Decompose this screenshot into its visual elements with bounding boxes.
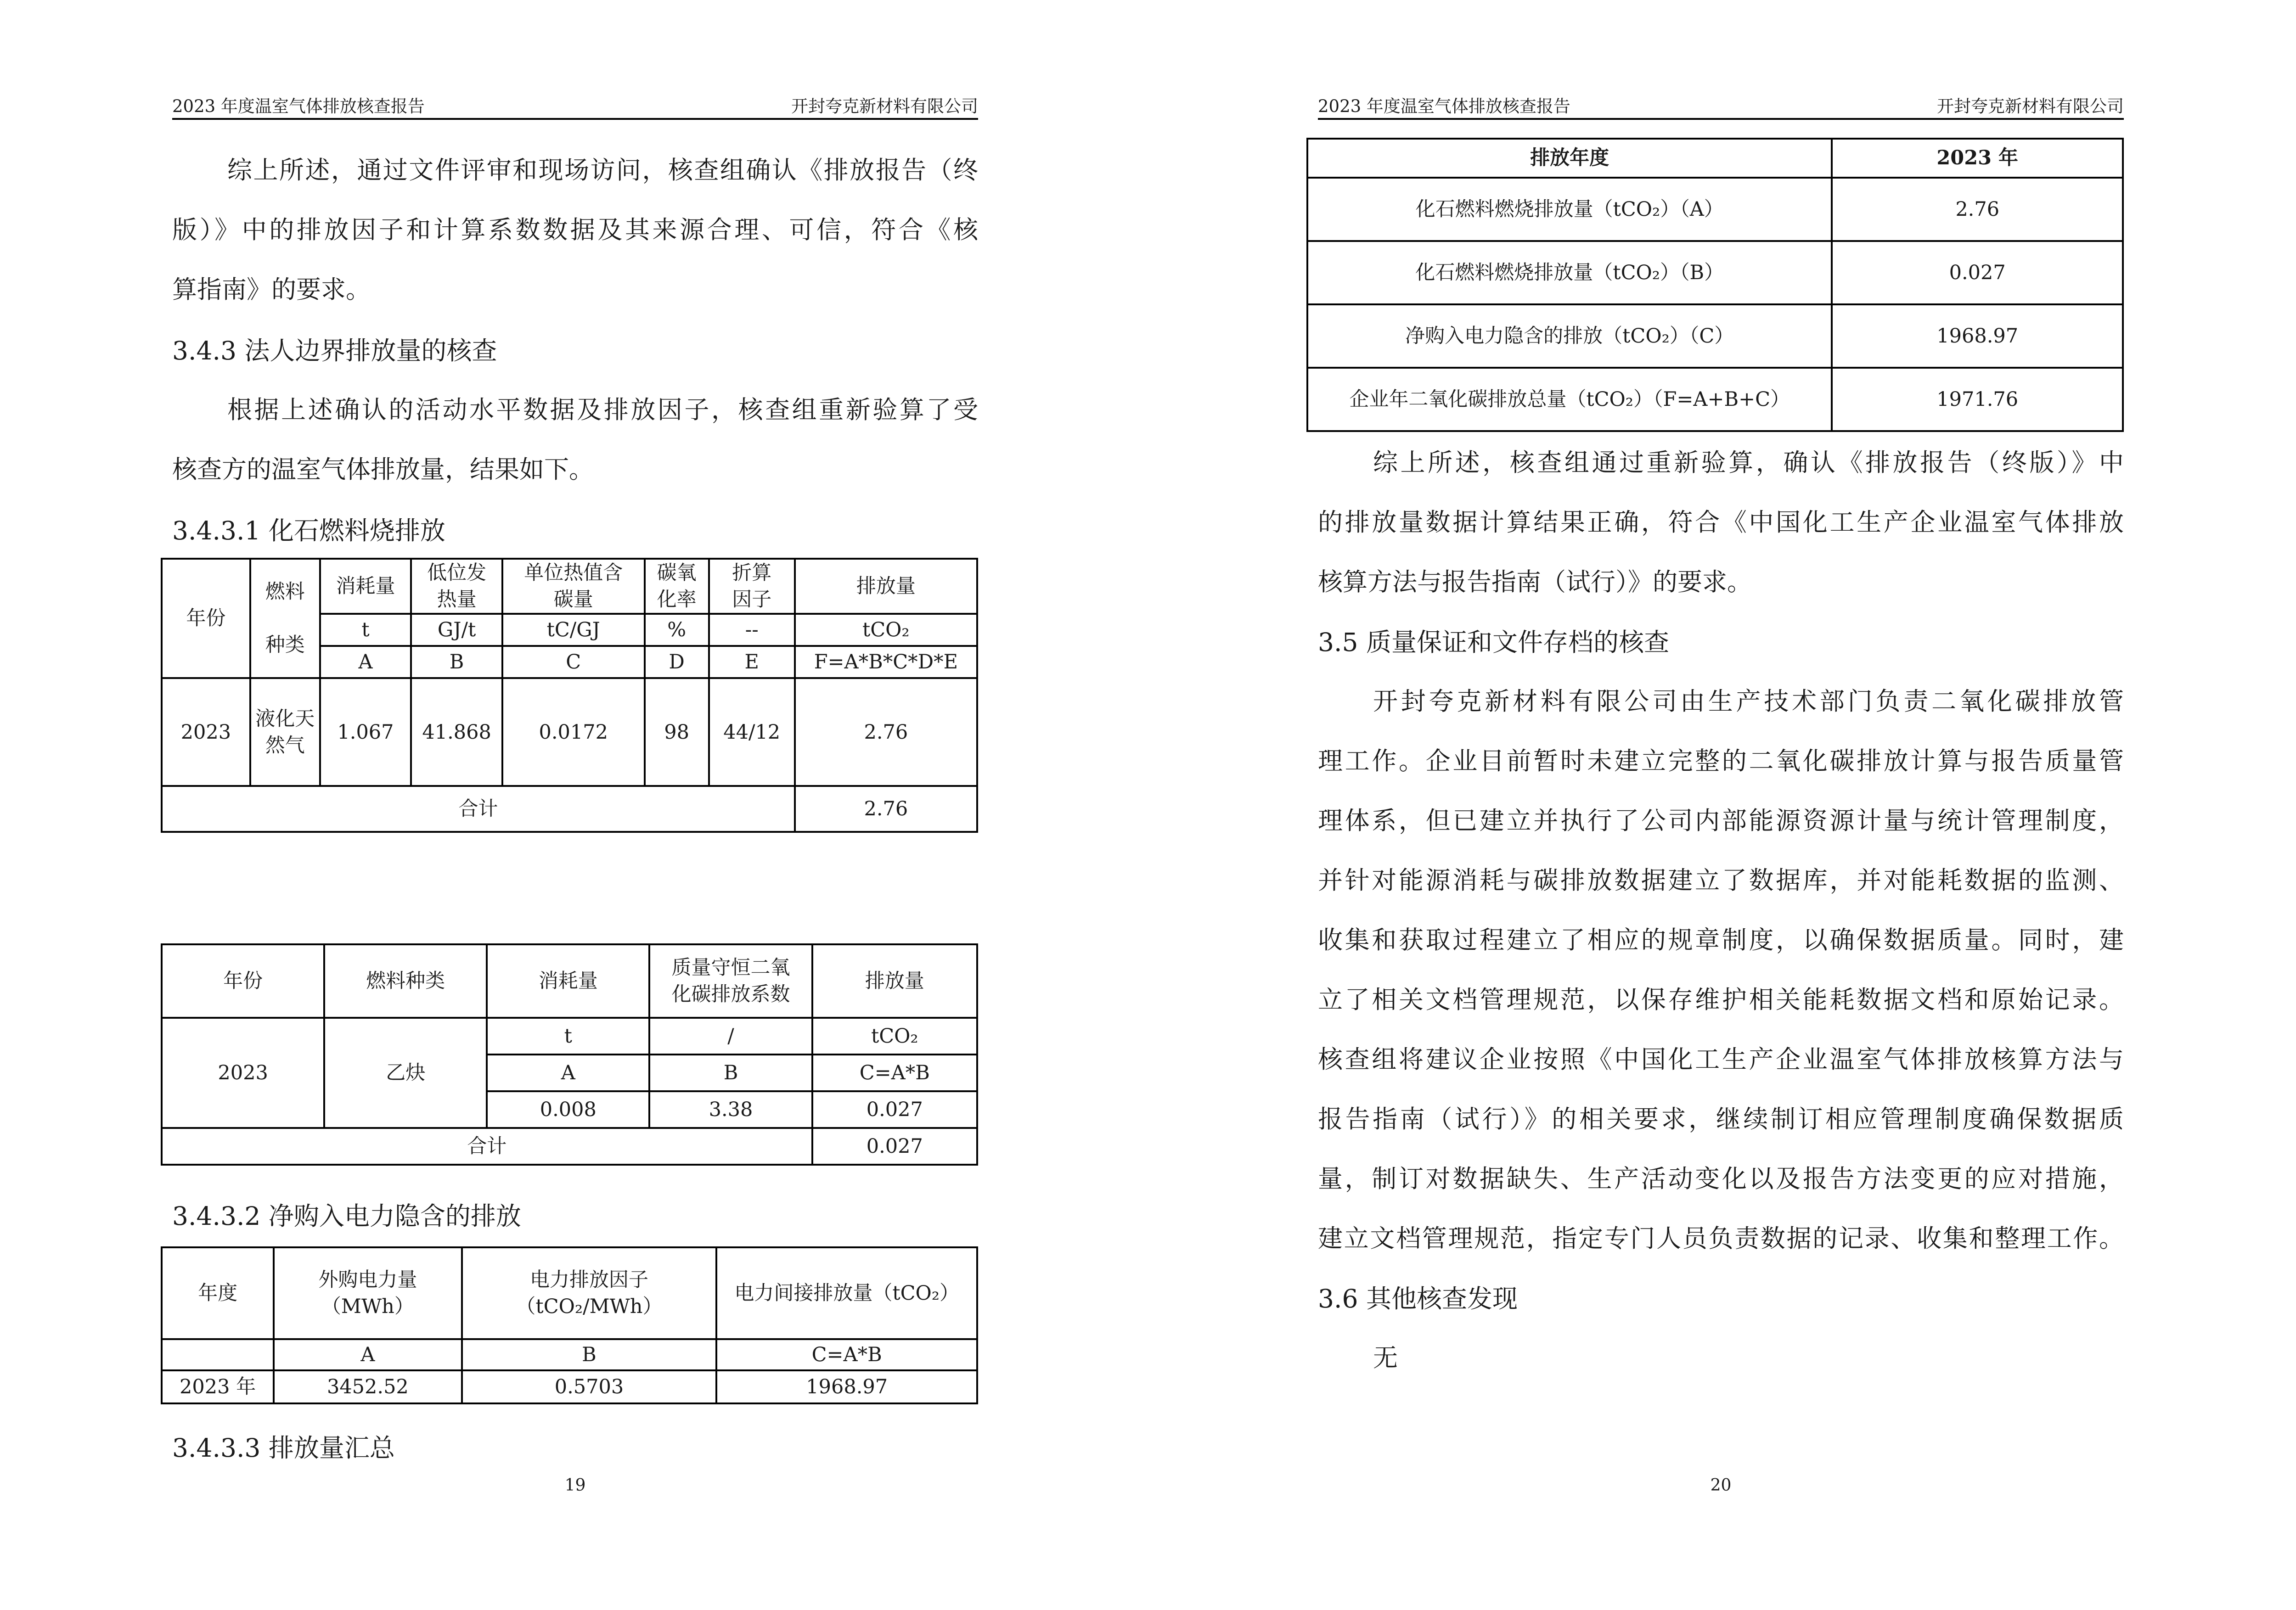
fossil-fuel-acetylene-table (161, 943, 978, 1166)
page-19 (172, 0, 978, 1610)
subsection-heading: 3.4.3.1 化石燃料烧排放 (172, 516, 445, 545)
paragraph-line: 理工作。企业目前暂时未建立完整的二氧化碳排放计算与报告质量管 (1318, 746, 2124, 775)
table-cell: 0.0172 (502, 678, 645, 786)
col-header-mass-balance-factor: 质量守恒二氧化碳排放系数 (649, 944, 812, 1018)
col-header-year: 年度 (162, 1247, 274, 1339)
formula-cell: F=A*B*C*D*E (795, 646, 977, 678)
emission-summary-table (1306, 138, 2124, 432)
table-cell: 0.5703 (462, 1370, 717, 1403)
paragraph-line: 开封夸克新材料有限公司由生产技术部门负责二氧化碳排放管 (1373, 687, 2124, 716)
paragraph-line: 核查组将建议企业按照《中国化工生产企业温室气体排放核算方法与 (1318, 1045, 2124, 1074)
unit-cell: tCO₂ (812, 1018, 977, 1055)
col-header-purchased-electricity: 外购电力量（MWh） (274, 1247, 461, 1339)
table-cell: 1968.97 (716, 1370, 977, 1403)
table-cell-year: 2023 (162, 1018, 324, 1128)
paragraph-line: 核查方的温室气体排放量，结果如下。 (172, 455, 594, 484)
paragraph-line: 报告指南（试行）》的相关要求，继续制订相应管理制度确保数据质 (1318, 1105, 2124, 1133)
section-heading: 3.6 其他核查发现 (1318, 1284, 1518, 1313)
page-number: 19 (564, 1476, 586, 1495)
paragraph-line: 算指南》的要求。 (172, 275, 371, 304)
table-cell: 1.067 (320, 678, 411, 786)
formula-cell: B (411, 646, 502, 678)
col-header-fuel: 燃料种类 (324, 944, 487, 1018)
col-header-year: 年份 (162, 944, 324, 1018)
table-cell-label: 化石燃料燃烧排放量（tCO₂）（B） (1307, 241, 1832, 304)
table-cell: 3.38 (649, 1091, 812, 1128)
formula-cell: A (320, 646, 411, 678)
table-cell: 0.008 (487, 1091, 649, 1128)
col-header-consumption: 消耗量 (487, 944, 649, 1018)
table-cell-label: 净购入电力隐含的排放（tCO₂）（C） (1307, 304, 1832, 368)
unit-cell: tCO₂ (795, 614, 977, 646)
paragraph-line: 根据上述确认的活动水平数据及排放因子，核查组重新验算了受 (227, 395, 978, 424)
formula-cell: A (487, 1055, 649, 1091)
col-header-ncv: 低位发 热量 (411, 559, 502, 614)
total-value: 2.76 (795, 786, 977, 832)
table-cell-value: 0.027 (1832, 241, 2123, 304)
paragraph-line: 立了相关文档管理规范，以保存维护相关能耗数据文档和原始记录。 (1318, 985, 2124, 1014)
table-cell: 液化天然气 (250, 678, 320, 786)
paragraph-line: 建立文档管理规范，指定专门人员负责数据的记录、收集和整理工作。 (1318, 1224, 2124, 1253)
col-header-conversion: 折算 因子 (709, 559, 795, 614)
unit-cell: -- (709, 614, 795, 646)
table-cell-value: 1968.97 (1832, 304, 2123, 368)
table-cell: 2.76 (795, 678, 977, 786)
unit-cell: % (645, 614, 709, 646)
col-header-carbon-content: 单位热值含 碳量 (502, 559, 645, 614)
total-value: 0.027 (812, 1128, 977, 1165)
table-cell-label: 企业年二氧化碳排放总量（tCO₂）（F=A+B+C） (1307, 368, 1832, 431)
header-company-name: 开封夸克新材料有限公司 (1937, 96, 2124, 116)
total-label: 合计 (162, 1128, 812, 1165)
col-header-2023: 2023 年 (1832, 139, 2123, 178)
page-20 (1318, 0, 2124, 1610)
formula-cell: C (502, 646, 645, 678)
section-heading: 3.4.3 法人边界排放量的核查 (172, 336, 497, 365)
table-cell: 41.868 (411, 678, 502, 786)
unit-cell: t (487, 1018, 649, 1055)
formula-cell: A (274, 1339, 461, 1370)
unit-cell: tC/GJ (502, 614, 645, 646)
formula-cell: C=A*B (812, 1055, 977, 1091)
paragraph-line: 版）》中的排放因子和计算系数数据及其来源合理、可信，符合《核 (172, 215, 978, 244)
table-cell: 2023 (162, 678, 250, 786)
col-header-emission-year: 排放年度 (1307, 139, 1832, 178)
total-label: 合计 (162, 786, 795, 832)
col-header-consumption: 消耗量 (320, 559, 411, 614)
header-company-name: 开封夸克新材料有限公司 (791, 96, 978, 116)
paragraph-line: 并针对能源消耗与碳排放数据建立了数据库，并对能耗数据的监测、 (1318, 866, 2124, 895)
purchased-electricity-table (161, 1246, 978, 1404)
paragraph-line: 的排放量数据计算结果正确，符合《中国化工生产企业温室气体排放 (1318, 508, 2124, 537)
table-cell: 3452.52 (274, 1370, 461, 1403)
paragraph-line: 理体系，但已建立并执行了公司内部能源资源计量与统计管理制度， (1318, 806, 2124, 835)
unit-cell: / (649, 1018, 812, 1055)
header-report-title: 2023 年度温室气体排放核查报告 (172, 96, 425, 116)
empty-cell (162, 1339, 274, 1370)
formula-cell: B (462, 1339, 717, 1370)
col-header-fuel: 燃料 种类 (250, 559, 320, 678)
paragraph-line: 综上所述，核查组通过重新验算，确认《排放报告（终版）》中 (1373, 448, 2124, 477)
table-cell: 44/12 (709, 678, 795, 786)
formula-cell: D (645, 646, 709, 678)
paragraph-line: 收集和获取过程建立了相应的规章制度，以确保数据质量。同时，建 (1318, 926, 2124, 954)
paragraph-line: 核算方法与报告指南（试行）》的要求。 (1318, 567, 1752, 596)
col-header-emission: 排放量 (812, 944, 977, 1018)
fossil-fuel-lng-table (161, 558, 978, 833)
table-cell: 98 (645, 678, 709, 786)
formula-cell: B (649, 1055, 812, 1091)
col-header-year: 年份 (162, 559, 250, 678)
paragraph-line: 量，制订对数据缺失、生产活动变化以及报告方法变更的应对措施， (1318, 1164, 2124, 1193)
subsection-heading: 3.4.3.2 净购入电力隐含的排放 (172, 1201, 521, 1231)
col-header-indirect-emission: 电力间接排放量（tCO₂） (716, 1247, 977, 1339)
col-header-oxidation: 碳氧 化率 (645, 559, 709, 614)
col-header-emission: 排放量 (795, 559, 977, 614)
page-header (172, 90, 978, 120)
subsection-heading: 3.4.3.3 排放量汇总 (172, 1433, 395, 1463)
table-cell-fuel: 乙炔 (324, 1018, 487, 1128)
paragraph-line: 综上所述，通过文件评审和现场访问，核查组确认《排放报告（终 (227, 156, 978, 185)
paragraph-line: 无 (1373, 1343, 1398, 1372)
table-cell-value: 1971.76 (1832, 368, 2123, 431)
col-header-grid-factor: 电力排放因子（tCO₂/MWh） (462, 1247, 717, 1339)
section-heading: 3.5 质量保证和文件存档的核查 (1318, 628, 1669, 657)
page-header (1318, 90, 2124, 120)
page-number: 20 (1710, 1476, 1732, 1495)
header-report-title: 2023 年度温室气体排放核查报告 (1318, 96, 1570, 116)
unit-cell: GJ/t (411, 614, 502, 646)
table-cell-value: 2.76 (1832, 178, 2123, 241)
table-cell: 0.027 (812, 1091, 977, 1128)
formula-cell: E (709, 646, 795, 678)
table-cell: 2023 年 (162, 1370, 274, 1403)
unit-cell: t (320, 614, 411, 646)
table-cell-label: 化石燃料燃烧排放量（tCO₂）（A） (1307, 178, 1832, 241)
formula-cell: C=A*B (716, 1339, 977, 1370)
